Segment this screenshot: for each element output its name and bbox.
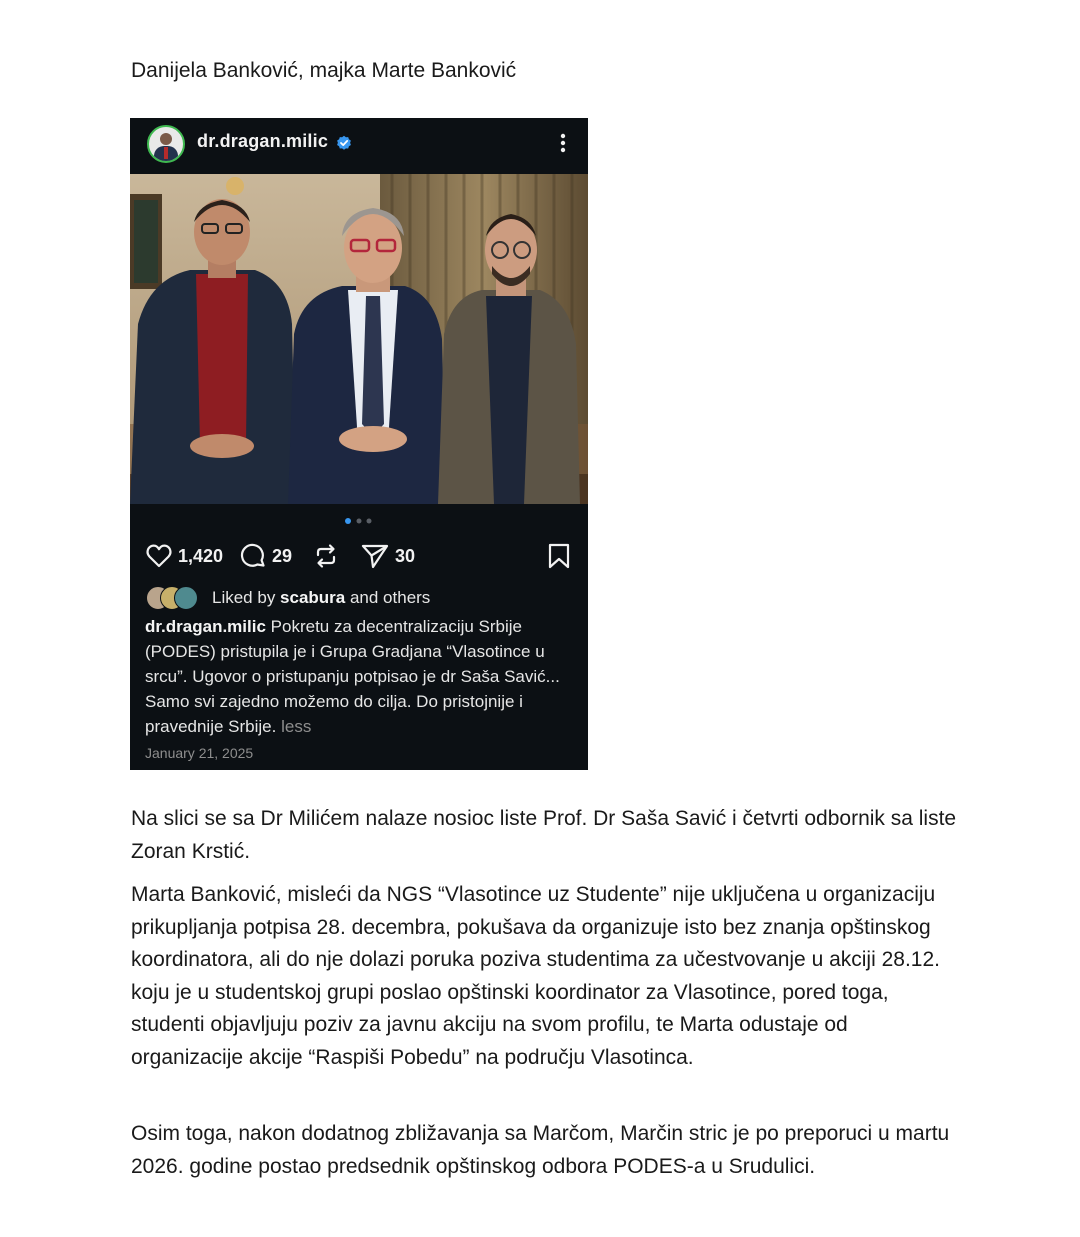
caption-username[interactable]: dr.dragan.milic bbox=[145, 617, 266, 636]
repost-icon[interactable] bbox=[312, 542, 340, 570]
post-date: January 21, 2025 bbox=[145, 745, 254, 761]
profile-avatar[interactable] bbox=[147, 125, 185, 163]
less-link[interactable]: less bbox=[276, 717, 312, 736]
post-action-bar bbox=[130, 538, 588, 574]
verified-badge-icon bbox=[336, 135, 352, 151]
heart-icon[interactable] bbox=[145, 542, 173, 570]
comments-count: 29 bbox=[272, 545, 293, 566]
likes-count: 1,420 bbox=[178, 545, 224, 566]
liker-avatars bbox=[146, 586, 204, 610]
post-caption bbox=[145, 614, 575, 739]
liked-by-username[interactable]: scabura bbox=[280, 588, 346, 607]
liked-by-text: Liked by scabura and others bbox=[212, 588, 431, 607]
bookmark-action[interactable] bbox=[546, 538, 572, 574]
like-action[interactable] bbox=[145, 538, 223, 574]
share-icon[interactable] bbox=[360, 542, 390, 570]
liker-avatar bbox=[174, 586, 198, 610]
caption-text: Pokretu za decentralizaciju Srbije (PODES) pristupila je i Grupa Gradjana “Vlasotince u srcu”. Ugovor o pristupanju potpisao je dr Saša Savić... Samo svi zajedno možemo do cilja. Do pristojnije i pravednije Srbije. bbox=[145, 617, 560, 736]
paragraph-podes-odbor: Osim toga, nakon dodatnog zbližavanja sa Marčom, Marčin stric je po preporuci u martu 2026. godine postao predsednik opštinskog odbora PODES-a u Srudulici. bbox=[131, 1122, 950, 1178]
paragraph-marta-bankovic: Marta Banković, misleći da NGS “Vlasotince uz Studente” nije uključena u organizaciju prikupljanja potpisa 28. decembra, pokušava da organizuje isto bez znanja opštinskog koordinatora, ali do nje dolazi poruka poziva studentima za učestvovanje u akciji 28.12. koju je u studentskoj grupi poslao opštinski koordinator za Vlasotince, pored toga, studenti objavljuju poziv za javnu akciju na svom profilu, te Marta odustaje od organizacije akcije “Raspiši Pobedu” na području Vlasotinca. bbox=[131, 883, 940, 1069]
comment-icon[interactable] bbox=[239, 542, 267, 570]
shares-count: 30 bbox=[395, 545, 416, 566]
post-photo[interactable] bbox=[130, 174, 588, 504]
share-action[interactable] bbox=[360, 538, 415, 574]
paragraph-photo-description: Na slici se sa Dr Milićem nalaze nosioc liste Prof. Dr Saša Savić i četvrti odbornik sa liste Zoran Krstić. bbox=[131, 807, 957, 863]
repost-action[interactable] bbox=[312, 538, 340, 574]
instagram-post-screenshot bbox=[130, 118, 588, 770]
comment-action[interactable] bbox=[239, 538, 292, 574]
bookmark-icon[interactable] bbox=[546, 542, 572, 570]
post-header bbox=[130, 118, 588, 174]
intro-caption: Danijela Banković, majka Marte Banković bbox=[131, 59, 517, 82]
post-username[interactable]: dr.dragan.milic bbox=[197, 131, 329, 151]
liked-by-row[interactable] bbox=[146, 585, 430, 611]
carousel-dots bbox=[130, 516, 588, 526]
more-options-icon[interactable] bbox=[553, 131, 573, 155]
